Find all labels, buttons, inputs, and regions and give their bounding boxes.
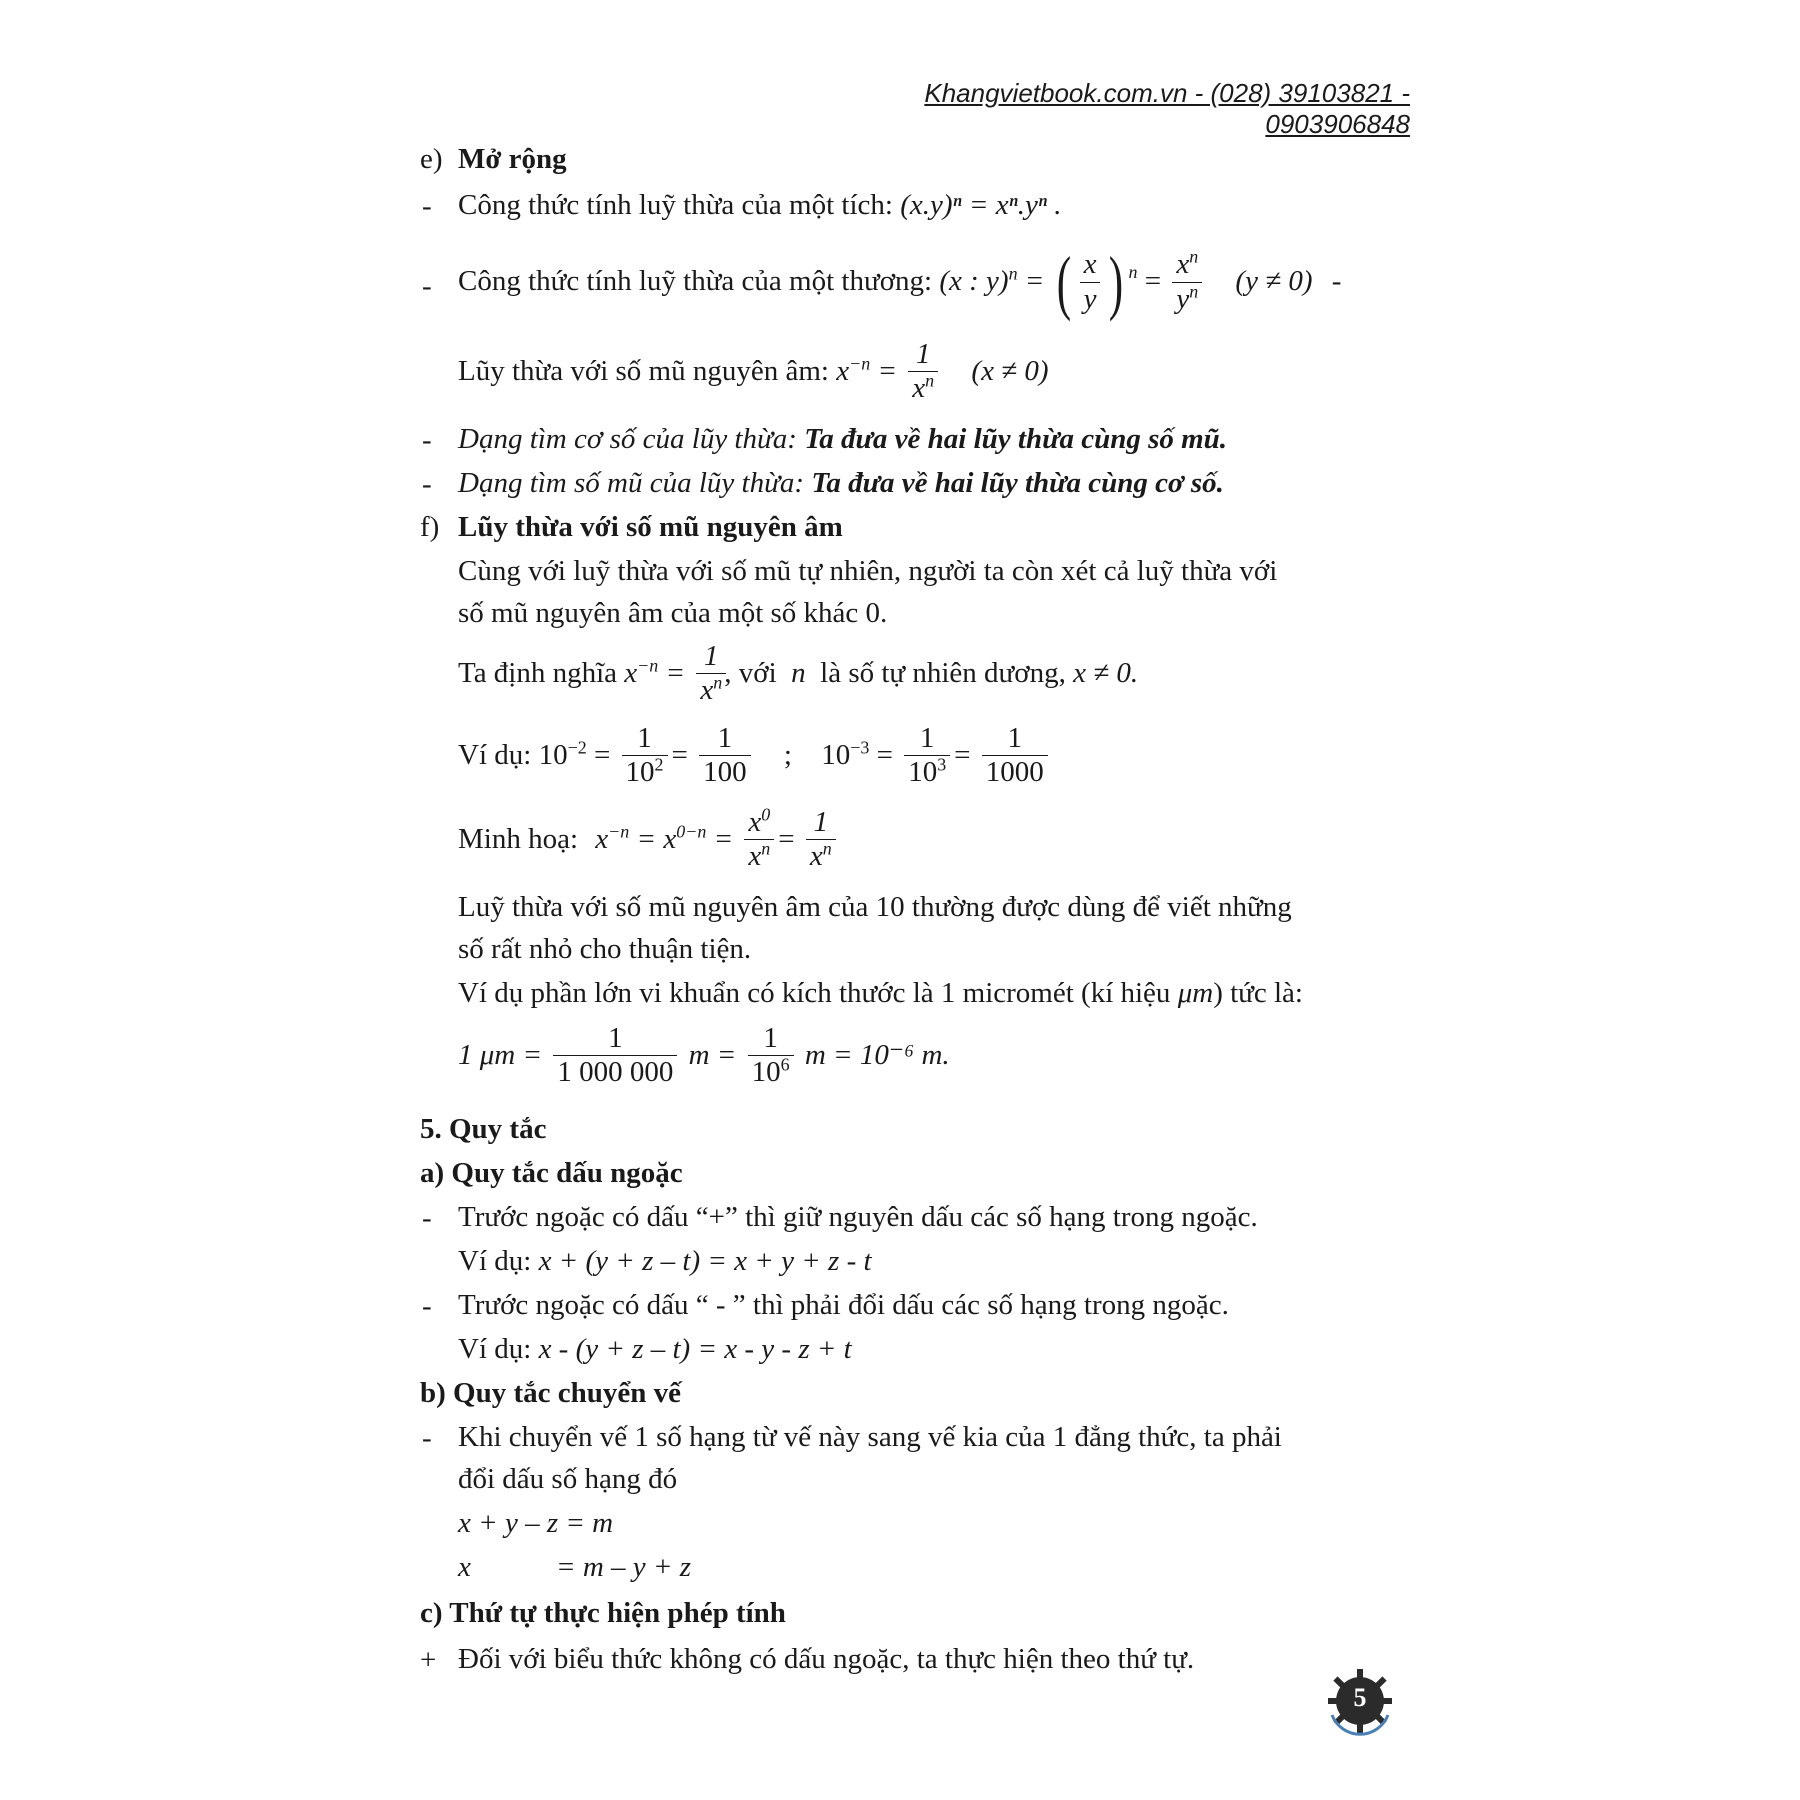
section-e-title: Mở rộng	[458, 143, 567, 175]
subsection-b-title: b) Quy tắc chuyển vế	[420, 1377, 681, 1409]
equation-line-rhs: = m – y + z	[556, 1551, 691, 1583]
product-power-rule: Công thức tính luỹ thừa của một tích: (x.y)ⁿ = xⁿ.yⁿ .	[458, 189, 1062, 221]
paragraph-line: số mũ nguyên âm của một số khác 0.	[458, 597, 888, 629]
negative-exponent-rule: Lũy thừa với số mũ nguyên âm: $x^{-n}$ = $\frac{1}{x^n}$ (x ≠ 0)	[458, 338, 1049, 405]
order-of-operations-rule: Đối với biểu thức không có dấu ngoặc, ta thực hiện theo thứ tự.	[458, 1643, 1195, 1675]
paragraph-line: Cùng với luỹ thừa với số mũ tự nhiên, người ta còn xét cả luỹ thừa với	[458, 555, 1278, 587]
plus-bracket-rule: Trước ngoặc có dấu “+” thì giữ nguyên dấu các số hạng trong ngoặc.	[458, 1201, 1258, 1233]
minus-bracket-example: Ví dụ: x - (y + z – t) = x - y - z + t	[458, 1333, 852, 1365]
subsection-c-title: c) Thứ tự thực hiện phép tính	[420, 1597, 786, 1629]
find-exponent-tip: Dạng tìm số mũ của lũy thừa: Ta đưa về hai lũy thừa cùng cơ số.	[458, 467, 1224, 499]
section-f-title: Lũy thừa với số mũ nguyên âm	[458, 511, 843, 543]
equation-line: x + y – z = m	[458, 1507, 614, 1539]
bullet-dash: -	[422, 1202, 432, 1234]
section-5-title: 5. Quy tắc	[420, 1113, 547, 1145]
page-number: 5	[1353, 1683, 1367, 1712]
example-line: Ví dụ: $10^{-2}$ = $\frac{1}{10^2}$ = $\frac{1}{100}$ ; $10^{-3}$ = $\frac{1}{10^3}$ = $\frac{1}{1000}$	[458, 722, 1052, 790]
paragraph-line: Ví dụ phần lớn vi khuẩn có kích thước là 1 micromét (kí hiệu μm) tức là:	[458, 977, 1303, 1009]
equation-line-lhs: x	[458, 1551, 471, 1583]
product-power-formula: (x.y)ⁿ = xⁿ.yⁿ .	[900, 189, 1062, 221]
micrometer-formula: 1 μm = $\frac{1}{1 000 000}$ m = $\frac{1}{10^6}$ m = 10⁻⁶ m.	[458, 1022, 950, 1089]
bullet-dash: -	[422, 1290, 432, 1322]
transposition-rule: Khi chuyển vế 1 số hạng từ vế này sang vế kia của 1 đẳng thức, ta phải	[458, 1421, 1282, 1453]
section-e-marker: e)	[420, 143, 443, 175]
bullet-dash: -	[422, 424, 432, 456]
bullet-plus: +	[420, 1644, 437, 1676]
bullet-dash: -	[422, 270, 432, 302]
quotient-power-rule: Công thức tính luỹ thừa của một thương: (x : y)$^n$ = ( $\frac{x}{y}$ ) $^n$ = $\frac{x^n}{y^n}$ (y ≠ 0) -	[458, 242, 1342, 322]
illustration-line: Minh hoạ: $x^{-n} = x^{0-n}$ = $\frac{x^0}{x^n}$ = $\frac{1}{x^n}$	[458, 806, 840, 874]
definition-line: Ta định nghĩa $x^{-n}$ = $\frac{1}{x^n}$ , với n là số tự nhiên dương, x ≠ 0.	[458, 640, 1139, 707]
paragraph-line: Luỹ thừa với số mũ nguyên âm của 10 thường được dùng để viết những	[458, 891, 1292, 923]
page-number-badge	[1330, 1673, 1390, 1733]
plus-bracket-example: Ví dụ: x + (y + z – t) = x + y + z - t	[458, 1245, 872, 1277]
bullet-dash: -	[422, 190, 432, 222]
quotient-condition: (y ≠ 0)	[1235, 265, 1313, 298]
page-header: Khangvietbook.com.vn - (028) 39103821 - 0903906848	[924, 78, 1410, 139]
minus-bracket-rule: Trước ngoặc có dấu “ - ” thì phải đổi dấu các số hạng trong ngoặc.	[458, 1289, 1229, 1321]
bullet-dash: -	[422, 468, 432, 500]
section-f-marker: f)	[420, 511, 440, 543]
find-base-tip: Dạng tìm cơ số của lũy thừa: Ta đưa về hai lũy thừa cùng số mũ.	[458, 423, 1228, 455]
paragraph-line: số rất nhỏ cho thuận tiện.	[458, 933, 752, 965]
bullet-dash: -	[422, 1422, 432, 1454]
subsection-a-title: a) Quy tắc dấu ngoặc	[420, 1157, 683, 1189]
transposition-rule-cont: đổi dấu số hạng đó	[458, 1463, 678, 1495]
